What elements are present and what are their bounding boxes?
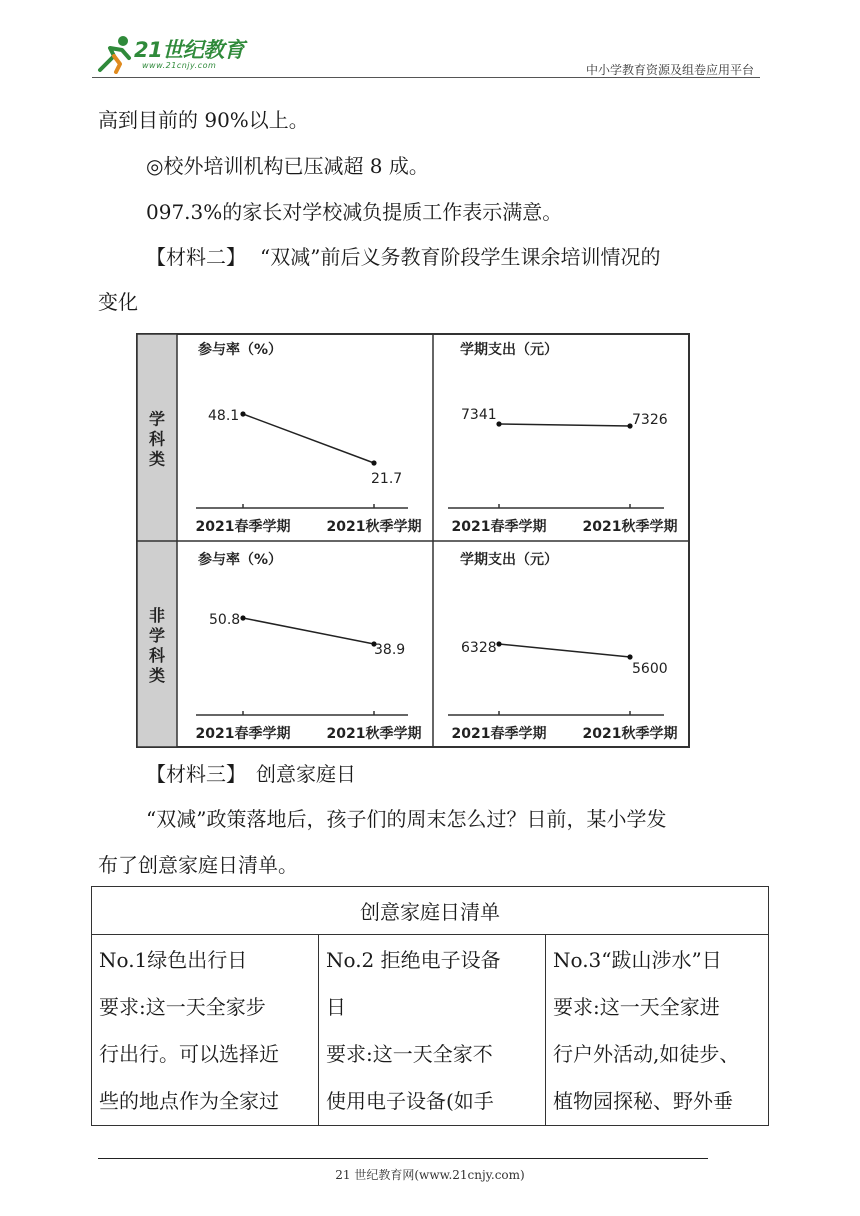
x-tick-label: 2021春季学期 [451, 519, 547, 535]
cell-line: 植物园探秘、野外垂 [553, 1089, 733, 1113]
row-label: 非学科类 [148, 606, 166, 685]
table-cell-2 [319, 935, 546, 1126]
material-three-heading: 【材料三】 创意家庭日 [146, 762, 356, 786]
footer-text: 21 世纪教育网(www.21cnjy.com) [335, 1168, 525, 1182]
cell-line: 行户外活动,如徒步、 [553, 1042, 740, 1066]
data-label: 38.9 [374, 642, 406, 658]
data-label: 48.1 [208, 408, 240, 424]
cell-heading: No.1绿色出行日 [99, 948, 248, 972]
material-two-heading [146, 243, 660, 271]
paragraph-2: ◎校外培训机构已压减超 8 成。 [146, 154, 429, 178]
data-label: 7341 [461, 407, 497, 423]
material-two-text: “双减”前后义务教育阶段学生课余培训情况的 [260, 245, 661, 269]
paragraph-8: 布了创意家庭日清单。 [98, 853, 298, 877]
x-tick-label: 2021秋季学期 [582, 519, 678, 535]
site-logo[interactable] [92, 30, 262, 76]
data-point [240, 615, 245, 620]
x-tick-label: 2021秋季学期 [326, 726, 422, 742]
data-point [496, 641, 501, 646]
panel-ylabel: 学期支出（元） [460, 342, 558, 358]
data-label: 50.8 [209, 612, 241, 628]
footer-divider [98, 1158, 708, 1159]
family-day-table [91, 886, 769, 1126]
table-title: 创意家庭日清单 [92, 887, 769, 935]
table-cell-1 [92, 935, 319, 1126]
data-point [496, 421, 501, 426]
cell-line: 些的地点作为全家过 [99, 1089, 279, 1113]
paragraph-1: 高到目前的 90%以上。 [98, 108, 309, 132]
paragraph-5: 变化 [98, 290, 138, 314]
panel-ylabel: 参与率（%） [198, 342, 283, 358]
header-divider [92, 77, 760, 78]
table-cell-3 [546, 935, 769, 1126]
x-tick-label: 2021春季学期 [195, 726, 291, 742]
cell-line: 日 [326, 995, 346, 1019]
paragraph-3: 097.3%的家长对学校减负提质工作表示满意。 [146, 200, 563, 224]
page-header [92, 30, 760, 82]
chart-svg [136, 333, 690, 748]
data-label: 6328 [461, 640, 497, 656]
data-label: 7326 [632, 412, 668, 428]
cell-line: 要求:这一天全家进 [553, 995, 720, 1019]
data-point [627, 654, 632, 659]
cell-line: 使用电子设备(如手 [326, 1089, 494, 1113]
training-change-chart [136, 333, 690, 748]
cell-line: 要求:这一天全家不 [326, 1042, 493, 1066]
cell-line: 行出行。可以选择近 [99, 1042, 279, 1066]
data-label: 5600 [632, 661, 668, 677]
x-tick-label: 2021春季学期 [195, 519, 291, 535]
logo-url: www.21cnjy.com [142, 61, 217, 70]
paragraph-7: “双减”政策落地后，孩子们的周末怎么过？日前，某小学发 [146, 807, 667, 831]
panel-ylabel: 参与率（%） [198, 552, 283, 568]
cell-heading: No.2 拒绝电子设备 [326, 948, 501, 972]
cell-heading: No.3“跋山涉水”日 [553, 948, 722, 972]
row-label: 学科类 [148, 409, 166, 469]
runner-logo-icon [96, 34, 136, 74]
platform-name: 中小学教育资源及组卷应用平台 [585, 63, 754, 77]
cell-line: 要求:这一天全家步 [99, 995, 266, 1019]
panel-ylabel: 学期支出（元） [460, 552, 558, 568]
logo-text: 21世纪教育 [134, 38, 245, 62]
material-two-label: 【材料二】 [146, 245, 246, 269]
data-label: 21.7 [371, 471, 403, 487]
x-tick-label: 2021秋季学期 [582, 726, 678, 742]
x-tick-label: 2021秋季学期 [326, 519, 422, 535]
x-tick-label: 2021春季学期 [451, 726, 547, 742]
data-point [240, 411, 245, 416]
data-point [371, 460, 376, 465]
